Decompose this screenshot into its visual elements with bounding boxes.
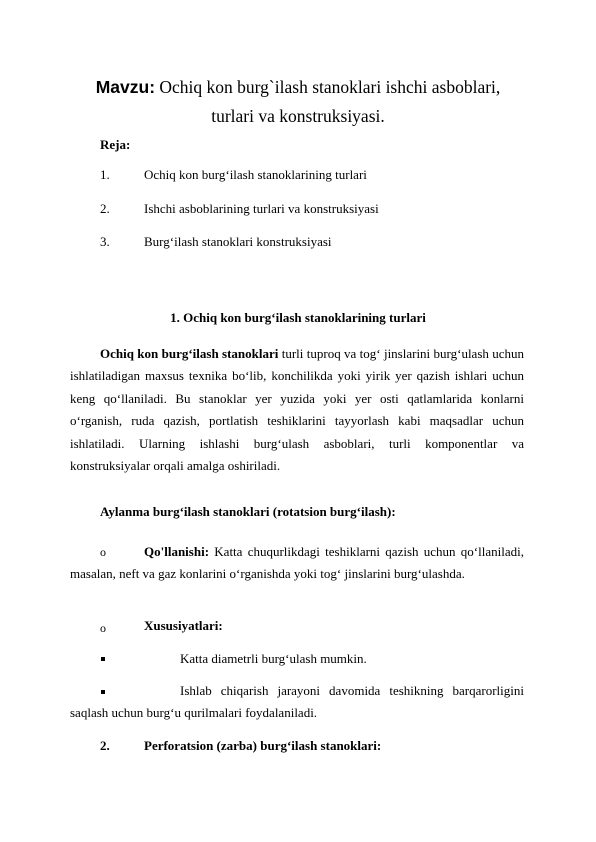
document-title	[0, 76, 596, 98]
list-item-num: 2.	[100, 738, 110, 753]
bullet-item	[70, 541, 524, 586]
bullet-label: Xususiyatlari:	[144, 618, 223, 633]
list-item-text: Perforatsion (zarba) burg‘ilash stanoklari:	[144, 738, 382, 753]
sub-bullet-text: Ishlab chiqarish jarayoni davomida teshikning barqarorligini saqlash uchun burg‘u qurilmalari foydalaniladi.	[70, 683, 524, 721]
bullet-text: Katta chuqurlikdagi teshiklarni qazish uchun qo‘llaniladi, masalan, neft va gaz konlarini o‘rganishda yoki tog‘ jinslarini burg‘ulashda.	[70, 544, 524, 582]
plan-item-2-text: Ishchi asboblarining turlari va konstruksiyasi	[144, 201, 379, 216]
bullet-label: Qo'llanishi:	[144, 544, 210, 559]
title-prefix: Mavzu:	[95, 77, 156, 97]
bullet-marker: o	[100, 621, 106, 635]
paragraph-lead: Ochiq kon burg‘ilash stanoklari	[100, 346, 279, 361]
body-paragraph	[70, 343, 524, 477]
title-line2: turlari va konstruksiyasi.	[211, 106, 385, 126]
subheading: Aylanma burg‘ilash stanoklari (rotatsion burg‘ilash):	[100, 504, 396, 519]
title-line1: Ochiq kon burg`ilash stanoklari ishchi asboblari,	[159, 77, 501, 97]
sub-bullet-text: Katta diametrli burg‘ulash mumkin.	[180, 651, 367, 666]
plan-item-2-num: 2.	[100, 201, 110, 216]
bullet-marker: o	[100, 545, 106, 559]
paragraph-text: turli tuproq va tog‘ jinslarini burg‘ulash uchun ishlatiladigan maxsus texnika bo‘lib, konchilikda yoki yirik yer qazish ishlari uchun keng qo‘llaniladi. Bu stanoklar yer yuzida yoki yer osti qatlamlarida konlarni o‘rganish, ruda qazish, portlatish teshiklarini tayyorlash kabi maqsadlar uchun ishlatiladi. Ularning ishlashi burg‘ulash asboblari, turli komponentlar va konstruksiyalar orqali amalga oshiriladi.	[70, 346, 525, 474]
square-bullet-icon	[101, 657, 105, 661]
section-heading: 1. Ochiq kon burg‘ilash stanoklarining turlari	[170, 310, 426, 325]
plan-item-1-num: 1.	[100, 167, 110, 182]
plan-item-3-text: Burg‘ilash stanoklari konstruksiyasi	[144, 234, 332, 249]
plan-item-1-text: Ochiq kon burg‘ilash stanoklarining turlari	[144, 167, 367, 182]
plan-item-3-num: 3.	[100, 234, 110, 249]
plan-heading: Reja:	[100, 137, 131, 152]
